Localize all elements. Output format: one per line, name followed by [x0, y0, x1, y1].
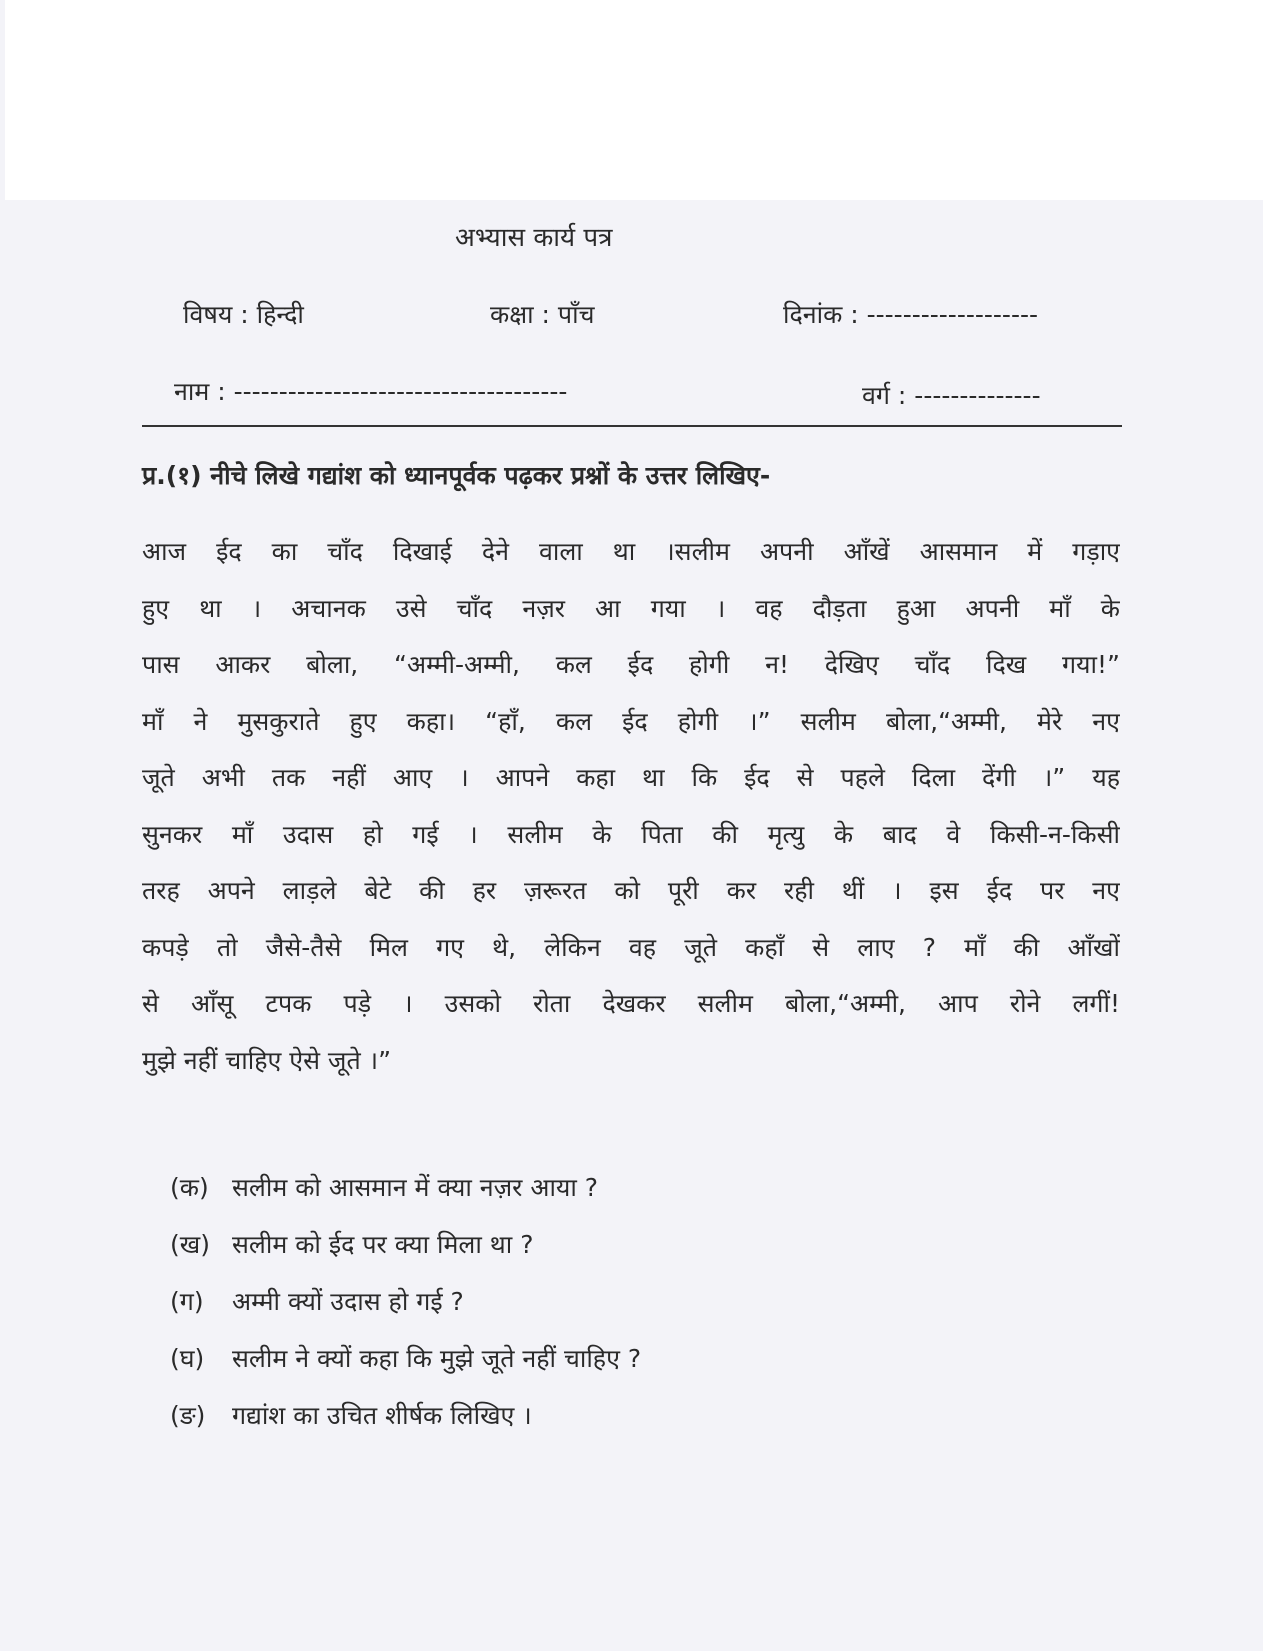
sub-question-marker: (ङ)	[170, 1401, 206, 1430]
sub-question-ka	[170, 1159, 641, 1216]
class-field: कक्षा : पाँच	[490, 300, 595, 329]
subject-field: विषय : हिन्दी	[183, 300, 304, 329]
sub-question-kha	[170, 1216, 641, 1273]
passage	[142, 524, 1120, 1089]
passage-line: माँ ने मुसकुराते हुए कहा। “हाँ, कल ईद होगी ।” सलीम बोला,“अम्मी, मेरे नए	[142, 706, 1120, 736]
sub-question-marker: (ग)	[170, 1287, 204, 1316]
sub-question-gha	[170, 1330, 641, 1387]
worksheet-title: अभ्यास कार्य पत्र	[455, 223, 613, 253]
sub-question-text: सलीम ने क्यों कहा कि मुझे जूते नहीं चाहिए ?	[232, 1344, 642, 1373]
passage-line: कपड़े तो जैसे-तैसे मिल गए थे, लेकिन वह जूते कहाँ से लाए ? माँ की आँखों	[142, 932, 1120, 962]
date-field: दिनांक : -------------------	[783, 300, 1039, 329]
passage-line: सुनकर माँ उदास हो गई । सलीम के पिता की मृत्यु के बाद वे किसी-न-किसी	[142, 819, 1120, 849]
sub-question-marker: (घ)	[170, 1344, 205, 1373]
sub-question-list	[170, 1159, 641, 1444]
passage-line: हुए था । अचानक उसे चाँद नज़र आ गया । वह दौड़ता हुआ अपनी माँ के	[142, 593, 1120, 623]
student-name-field: नाम : -------------------------------------	[174, 377, 568, 406]
section-field: वर्ग : --------------	[862, 381, 1041, 410]
sub-question-text: अम्मी क्यों उदास हो गई ?	[232, 1287, 464, 1316]
sub-question-text: सलीम को आसमान में क्या नज़र आया ?	[232, 1173, 599, 1202]
passage-line: आज ईद का चाँद दिखाई देने वाला था ।सलीम अपनी आँखें आसमान में गड़ाए	[142, 537, 1120, 566]
scan-right-edge	[1263, 0, 1275, 1651]
sub-question-ga	[170, 1273, 641, 1330]
passage-line: से आँसू टपक पड़े । उसको रोता देखकर सलीम बोला,“अम्मी, आप रोने लगीं!	[142, 989, 1120, 1018]
sub-question-marker: (क)	[170, 1173, 209, 1202]
question-heading: प्र.(१) नीचे लिखे गद्यांश को ध्यानपूर्वक पढ़कर प्रश्नों के उत्तर लिखिए-	[142, 461, 771, 490]
passage-line: पास आकर बोला, “अम्मी-अम्मी, कल ईद होगी न! देखिए चाँद दिख गया!”	[142, 650, 1120, 679]
passage-line: मुझे नहीं चाहिए ऐसे जूते ।”	[142, 1045, 392, 1075]
sub-question-text: गद्यांश का उचित शीर्षक लिखिए ।	[232, 1401, 532, 1430]
passage-line: तरह अपने लाड़ले बेटे की हर ज़रूरत को पूरी कर रही थीं । इस ईद पर नए	[142, 876, 1120, 905]
passage-line: जूते अभी तक नहीं आए । आपने कहा था कि ईद से पहले दिला देंगी ।” यह	[142, 763, 1120, 792]
blank-top-margin	[5, 0, 1263, 200]
header-divider	[142, 425, 1122, 427]
sub-question-marker: (ख)	[170, 1230, 210, 1259]
sub-question-nga	[170, 1387, 641, 1444]
sub-question-text: सलीम को ईद पर क्या मिला था ?	[232, 1230, 534, 1259]
